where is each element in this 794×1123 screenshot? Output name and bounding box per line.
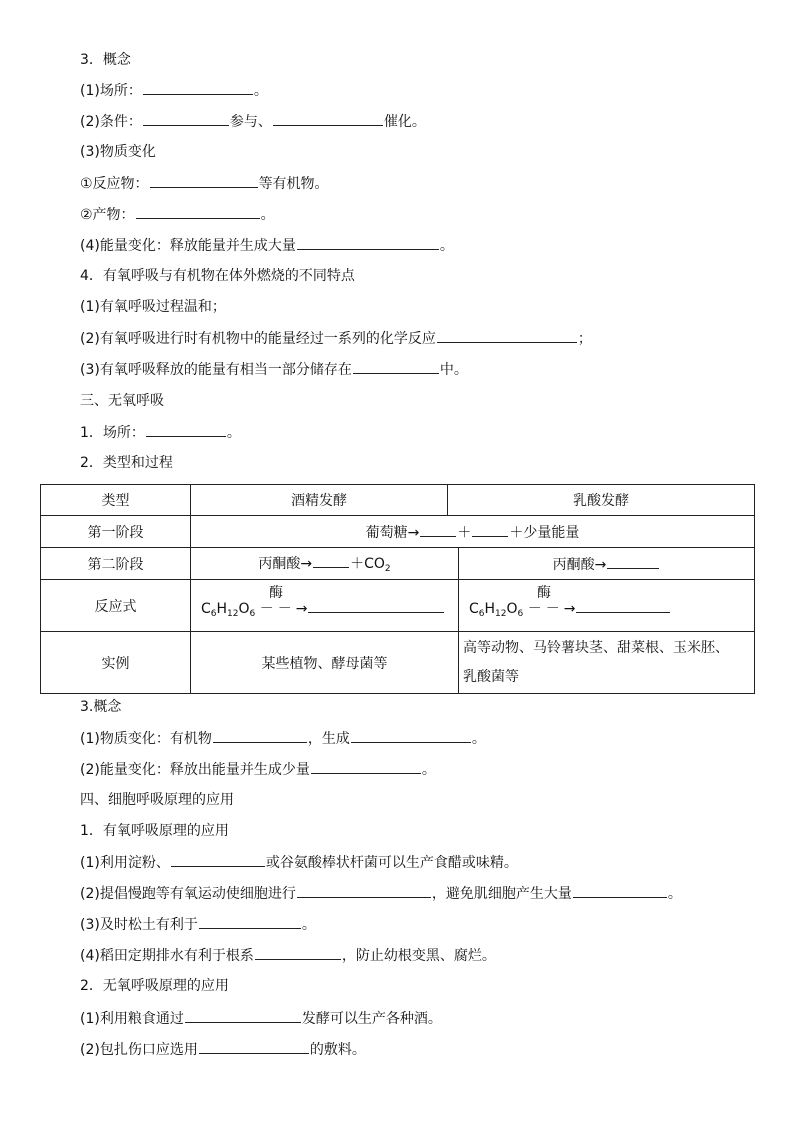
comparison-line-1: (1)有氧呼吸过程温和；: [80, 299, 226, 315]
anaerobic-application-1: (1)利用粮食通过 发酵可以生产各种酒。: [80, 1008, 442, 1028]
aerobic-application-4: (4)稻田定期排水有利于根系 ，防止幼根变黑、腐烂。: [80, 945, 496, 965]
concept-heading: 3．概念: [80, 52, 131, 68]
reactant-line: ①反应物： 等有机物。: [80, 173, 329, 193]
aerobic-application-1: (1)利用淀粉、 或谷氨酸棒状杆菌可以生产食醋或味精。: [80, 852, 518, 872]
equation-lactic-blank[interactable]: [576, 598, 670, 613]
product-line: ②产物： 。: [80, 204, 275, 224]
application-heading: 四、细胞呼吸原理的应用: [80, 792, 234, 808]
stage2-label: 第二阶段: [41, 548, 191, 580]
reaction-blank[interactable]: [437, 328, 577, 343]
arrow-dash-lactic: －－: [527, 600, 564, 617]
stage2-alcohol: 丙酮酸→ $+CO_2$: [191, 548, 459, 580]
arrow-alcohol: →: [295, 600, 308, 617]
reactant-blank[interactable]: [150, 173, 258, 188]
aerobic-application-3-blank[interactable]: [199, 914, 301, 929]
substance-change-line: (3)物质变化: [80, 144, 156, 160]
stage1-content: 葡萄糖→ ＋ ＋少量能量: [191, 516, 755, 548]
anaerobic-application-2: (2)包扎伤口应选用 的敷料。: [80, 1039, 366, 1059]
fermentation-table: [40, 484, 755, 694]
table-row-stage2: [41, 548, 755, 580]
location-blank[interactable]: [143, 80, 253, 95]
anaerobic-application-1-blank[interactable]: [185, 1008, 301, 1023]
examples-alcohol: 某些植物、酵母菌等: [191, 632, 459, 694]
enzyme-label-alcohol: 酶: [269, 584, 283, 601]
aerobic-application-4-blank[interactable]: [255, 945, 341, 960]
table-row-equation: [41, 580, 755, 632]
stage2-alcohol-blank[interactable]: [313, 553, 349, 568]
aerobic-application-2: (2)提倡慢跑等有氧运动使细胞进行 ，避免肌细胞产生大量 。: [80, 883, 682, 903]
aerobic-application-heading: 1．有氧呼吸原理的应用: [80, 823, 229, 839]
anaerobic-location-line: 1．场所： 。: [80, 422, 241, 442]
header-type: 类型: [41, 485, 191, 516]
stage1-blank-2[interactable]: [472, 522, 508, 537]
header-alcohol: 酒精发酵: [191, 485, 448, 516]
stage1-blank-1[interactable]: [420, 522, 456, 537]
header-lactic: 乳酸发酵: [448, 485, 755, 516]
aerobic-application-1-blank[interactable]: [171, 852, 265, 867]
comparison-heading: 4．有氧呼吸与有机物在体外燃烧的不同特点: [80, 268, 355, 284]
energy-change-line: (4)能量变化：释放能量并生成大量 。: [80, 235, 454, 255]
equation-alcohol-blank[interactable]: [308, 598, 444, 613]
anaerobic-substance-blank-1[interactable]: [213, 728, 307, 743]
aerobic-application-2-blank-2[interactable]: [573, 883, 667, 898]
table-row-header: [41, 485, 755, 516]
aerobic-application-2-blank-1[interactable]: [297, 883, 431, 898]
anaerobic-concept-heading: 3.概念: [80, 699, 122, 715]
table-row-examples: [41, 632, 755, 694]
energy-blank[interactable]: [297, 235, 439, 250]
stage2-lactic: 丙酮酸→: [459, 548, 755, 580]
condition-line: (2)条件： 参与、 催化。: [80, 111, 426, 131]
condition-blank-1[interactable]: [143, 111, 229, 126]
anaerobic-location-blank[interactable]: [146, 422, 226, 437]
equation-label: 反应式: [41, 580, 191, 632]
anaerobic-energy-blank[interactable]: [311, 759, 421, 774]
anaerobic-energy-line: (2)能量变化：释放出能量并生成少量 。: [80, 759, 436, 779]
stage1-label: 第一阶段: [41, 516, 191, 548]
table-row-stage1: [41, 516, 755, 548]
storage-blank[interactable]: [353, 359, 439, 374]
anaerobic-application-2-blank[interactable]: [199, 1039, 309, 1054]
arrow-lactic: →: [563, 600, 576, 617]
anaerobic-application-heading: 2．无氧呼吸原理的应用: [80, 978, 229, 994]
types-heading: 2．类型和过程: [80, 455, 173, 471]
arrow-dash-alcohol: －－: [259, 600, 296, 617]
examples-lactic: 高等动物、马铃薯块茎、甜菜根、玉米胚、 乳酸菌等: [459, 632, 755, 694]
anaerobic-heading: 三、无氧呼吸: [80, 393, 164, 409]
comparison-line-3: (3)有氧呼吸释放的能量有相当一部分储存在 中。: [80, 359, 468, 379]
location-line: (1)场所： 。: [80, 80, 268, 100]
equation-lactic: 酶 $C_6H_{12}O_6$ －－→: [459, 580, 755, 632]
examples-label: 实例: [41, 632, 191, 694]
anaerobic-substance-line: (1)物质变化：有机物 ，生成 。: [80, 728, 486, 748]
product-blank[interactable]: [136, 204, 260, 219]
anaerobic-substance-blank-2[interactable]: [351, 728, 471, 743]
aerobic-application-3: (3)及时松土有利于 。: [80, 914, 316, 934]
equation-alcohol: 酶 $C_6H_{12}O_6$ －－→: [191, 580, 459, 632]
enzyme-label-lactic: 酶: [537, 584, 551, 601]
comparison-line-2: (2)有氧呼吸进行时有机物中的能量经过一系列的化学反应 ；: [80, 328, 592, 348]
stage2-lactic-blank[interactable]: [607, 554, 659, 569]
condition-blank-2[interactable]: [273, 111, 383, 126]
